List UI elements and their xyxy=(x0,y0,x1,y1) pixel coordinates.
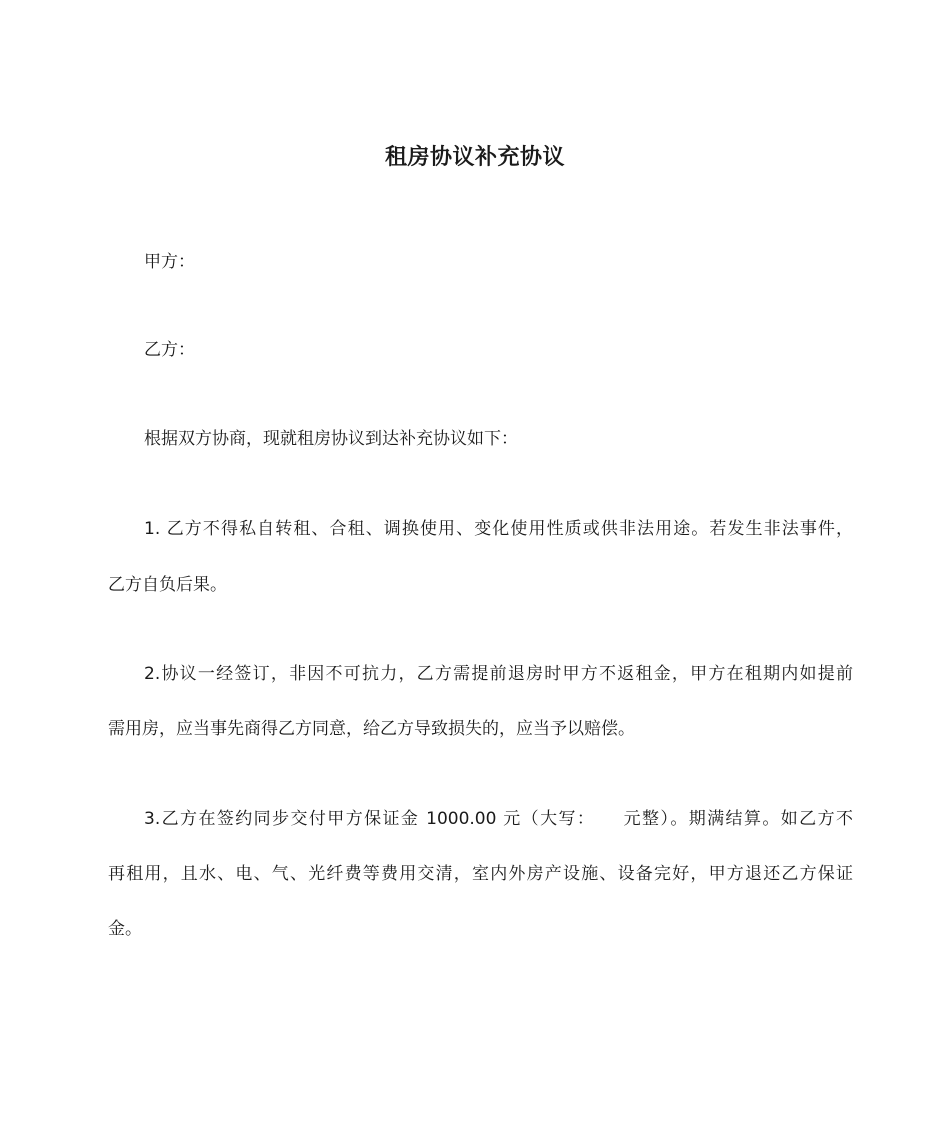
clause-3-line-3: 金。 xyxy=(108,919,142,939)
intro-paragraph: 根据双方协商，现就租房协议到达补充协议如下： xyxy=(144,429,518,449)
clause-3-line-2: 再租用，且水、电、气、光纤费等费用交清，室内外房产设施、设备完好，甲方退还乙方保证 xyxy=(108,864,853,884)
party-a-label: 甲方： xyxy=(144,252,195,272)
clause-2-line-2: 需用房，应当事先商得乙方同意，给乙方导致损失的，应当予以赔偿。 xyxy=(108,719,635,739)
party-b-label: 乙方： xyxy=(144,340,195,360)
clause-2-line-1: 2.协议一经签订，非因不可抗力，乙方需提前退房时甲方不返租金，甲方在租期内如提前 xyxy=(144,664,853,684)
clause-1-line-2: 乙方自负后果。 xyxy=(108,575,227,595)
clause-3-line-1: 3.乙方在签约同步交付甲方保证金 1000.00 元（大写： 元整）。期满结算。如乙方不 xyxy=(144,809,853,829)
clause-1-line-1: 1. 乙方不得私自转租、合租、调换使用、变化使用性质或供非法用途。若发生非法事件， xyxy=(144,519,853,539)
document-title: 租房协议补充协议 xyxy=(384,145,565,170)
